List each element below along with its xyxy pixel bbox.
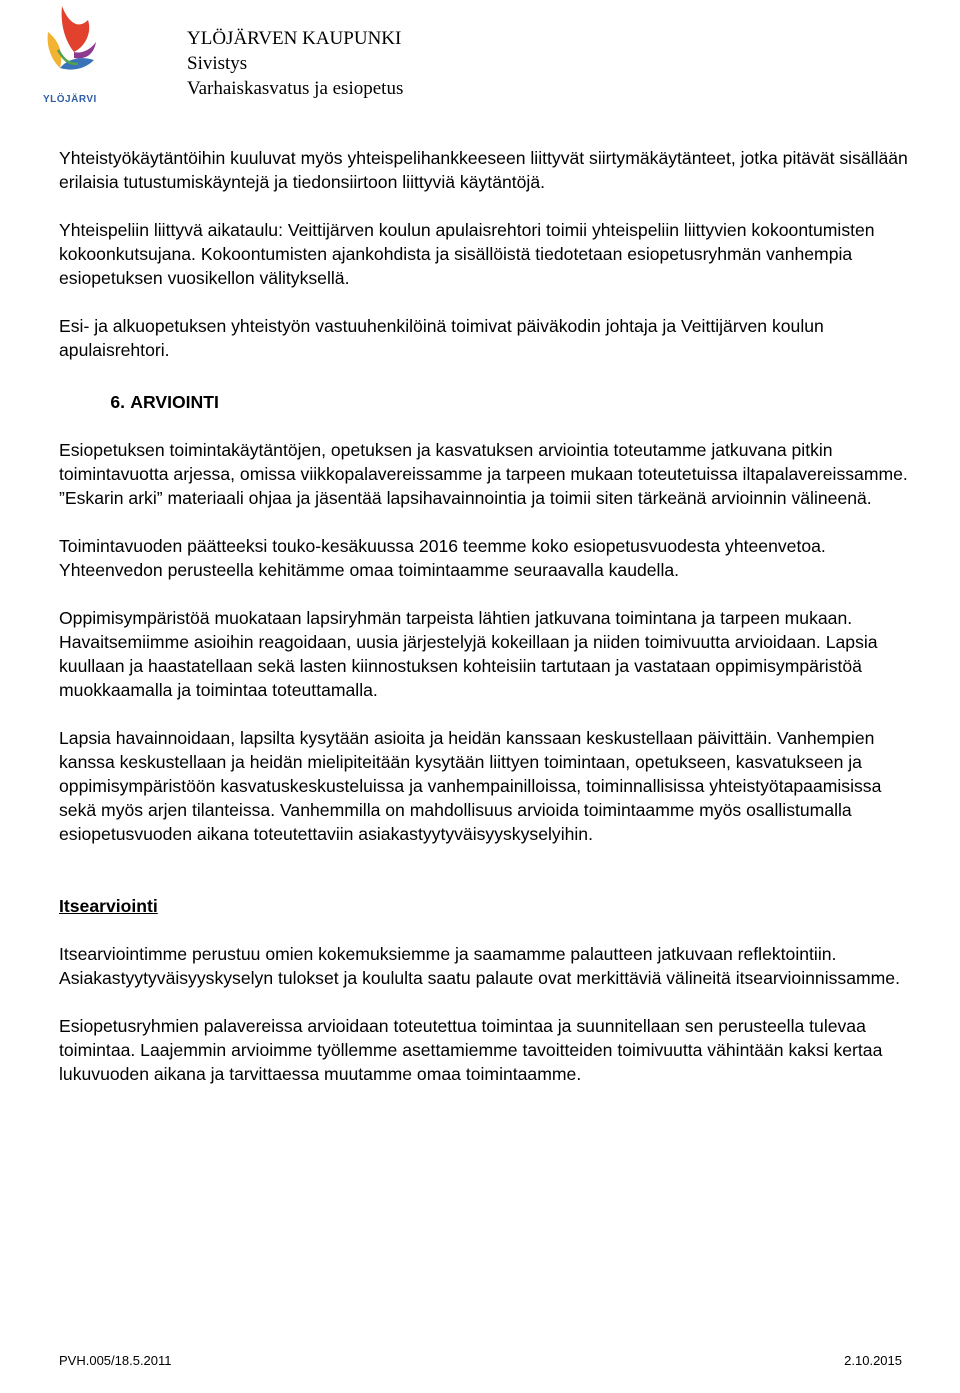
paragraph: Toimintavuoden päätteeksi touko-kesäkuussa 2016 teemme koko esiopetusvuodesta yhteenvetoa. Yhteenvedon perusteella kehitämme omaa toimintaamme seuraavalla kaudella. [59,536,826,580]
paragraph: Yhteispeliin liittyvä aikataulu: Veittijärven koulun apulaisrehtori toimii yhteispeliin liittyvien kokoontumisten kokoonkutsujana. Kokoontumisten ajankohdista ja sisällöistä tiedotetaan esiopetusryhmän vanhempia esiopetuksen vuosikellon välityksellä. [59,220,875,288]
paragraph: Esi- ja alkuopetuksen yhteistyön vastuuhenkilöinä toimivat päiväkodin johtaja ja Veittijärven koulun apulaisrehtori. [59,316,824,360]
city-logo-wordmark [38,88,104,108]
paragraph: Oppimisympäristöä muokataan lapsiryhmän tarpeista lähtien jatkuvana toimintana ja tarpeen mukaan. Havaitsemiimme asioihin reagoidaan, uusia järjestelyjä kokeillaan ja niiden toimivuutta arvioidaan. Lapsia kuullaan ja haastatellaan sekä lasten kiinnostuksen kohteisiin tartutaan ja vastataan oppimisympäristöä muokkaamalla ja toimintaa toteuttamalla. [59,608,878,700]
header-unit: Varhaiskasvatus ja esiopetus [187,78,404,99]
subsection-heading: Itsearviointi [59,896,158,916]
paragraph: Esiopetusryhmien palavereissa arvioidaan toteutettua toimintaa ja suunnitellaan sen perusteella tulevaa toimintaa. Laajemmin arvioimme työllemme asettamiemme tavoitteiden toimivuutta vähintään kaksi kertaa lukuvuoden aikana ja tarvittaessa muutamme omaa toimintaamme. [59,1016,883,1084]
city-logo-text: YLÖJÄRVI [43,94,97,105]
paragraph: Lapsia havainnoidaan, lapsilta kysytään asioita ja heidän kanssaan keskustellaan päivittäin. Vanhempien kanssa keskustellaan ja heidän mielipiteitään kysytään liittyen toimintaan, opetukseen, kasvatukseen ja oppimisympäristöön kasvatuskeskusteluissa ja vanhempainilloissa, toiminnallisissa yhteistyötapaamisissa sekä myös arjen tilanteissa. Vanhemmilla on mahdollisuus arvioida toimintaamme myös osallistumalla esiopetusvuoden aikana toteutettaviin asiakastyytyväisyyskyselyihin. [59,728,882,844]
footer-date: 2.10.2015 [844,1353,902,1368]
section-heading [59,390,909,414]
document-header [187,26,403,101]
paragraph: Esiopetuksen toimintakäytäntöjen, opetuksen ja kasvatuksen arviointia toteutamme jatkuvana pitkin toimintavuotta arjessa, omissa viikkopalavereissamme ja tarpeen mukaan toteutetuissa iltapalavereissamme. ”Eskarin arki” materiaali ohjaa ja jäsentää lapsihavainnointia ja toimii siten tärkeänä arvioinnin välineenä. [59,440,908,508]
header-org: YLÖJÄRVEN KAUPUNKI [187,28,402,49]
document-body [59,146,909,1110]
header-division: Sivistys [187,53,248,74]
city-logo [38,2,104,106]
section-title: ARVIOINTI [130,392,219,412]
section-number: 6. [110,392,125,412]
document-footer [59,1353,902,1368]
paragraph: Itsearviointimme perustuu omien kokemuksiemme ja saamamme palautteen jatkuvaan reflektointiin. Asiakastyytyväisyyskyselyn tulokset ja koululta saatu palaute ovat merkittäviä välineitä itsearvioinnissamme. [59,944,900,988]
footer-doc-id: PVH.005/18.5.2011 [59,1353,172,1368]
paragraph: Yhteistyökäytäntöihin kuuluvat myös yhteispelihankkeeseen liittyvät siirtymäkäytänteet, jotka pitävät sisällään erilaisia tutustumiskäyntejä ja tiedonsiirtoon liittyviä käytäntöjä. [59,148,908,192]
